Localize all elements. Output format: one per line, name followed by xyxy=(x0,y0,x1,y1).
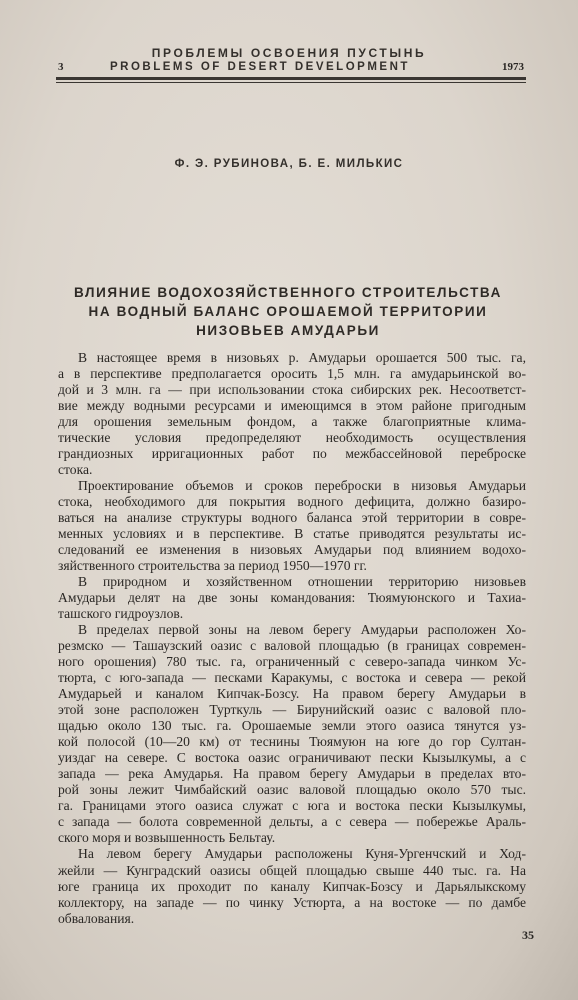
body-line: следований ее изменения в низовьях Амударьи под влиянием водохо- xyxy=(58,542,526,558)
body-line: уиздаг на севере. С востока оазис ограничивают пески Кызылкумы, а с xyxy=(58,750,526,766)
journal-title-russian: ПРОБЛЕМЫ ОСВОЕНИЯ ПУСТЫНЬ xyxy=(151,46,427,60)
body-line: стока. xyxy=(58,462,93,478)
body-line: запада — река Амударья. На правом берегу Амударьи в пределах вто- xyxy=(58,766,526,782)
body-line: В настоящее время в низовьях р. Амударьи орошается 500 тыс. га, xyxy=(78,350,526,365)
body-line: тюрта, с юго-запада — песками Каракумы, с востока и севера — рекой xyxy=(58,670,526,686)
body-line: стока, необходимого для покрытия водного дефицита, должно базиро- xyxy=(58,494,526,510)
title-line: НИЗОВЬЕВ АМУДАРЬИ xyxy=(196,323,380,338)
body-line: менных условиях и в перспективе. В статье приводятся результаты ис- xyxy=(58,526,526,542)
body-line: с запада — болота современной дельты, а с севера — побережье Араль- xyxy=(58,814,526,830)
page-number: 35 xyxy=(522,928,534,942)
body-line: На левом берегу Амударьи расположены Куня-Ургенчский и Ход- xyxy=(78,846,526,862)
body-line: кой полосой (10—20 км) от теснины Тюямуюн на юге до гор Султан- xyxy=(58,734,526,750)
article-authors: Ф. Э. РУБИНОВА, Б. Е. МИЛЬКИС xyxy=(174,158,404,170)
body-line: коллектору, на западе — по чинку Устюрта, а на востоке — по дамбе xyxy=(58,894,526,910)
issue-number: 3 xyxy=(58,61,64,73)
body-line: Амударьей и каналом Кипчак-Бозсу. На правом берегу Амударьи в xyxy=(58,686,526,702)
article-body xyxy=(58,350,526,927)
body-line: Проектирование объемов и сроков переброски в низовья Амударьи xyxy=(78,478,526,494)
body-line: обвалования. xyxy=(58,910,135,926)
title-line: НА ВОДНЫЙ БАЛАНС ОРОШАЕМОЙ ТЕРРИТОРИИ xyxy=(88,304,488,319)
header-rule-thick xyxy=(56,77,526,80)
body-line: юге граница их проходит по каналу Кипчак-Бозсу и Дарьялыкскому xyxy=(58,878,526,894)
body-line: этой зоне расположен Турткуль — Бирунийский оазис с валовой пло- xyxy=(58,702,526,718)
body-line: грандиозных ирригационных работ по межбассейновой переброске xyxy=(58,446,526,462)
body-line: ского моря и возвышенность Бельтау. xyxy=(58,830,276,846)
body-line: га. Границами этого оазиса служат с юга и востока пески Кызылкумы, xyxy=(58,798,526,814)
journal-title-english: PROBLEMS OF DESERT DEVELOPMENT xyxy=(110,61,410,73)
body-line: ваться на анализе структуры водного баланса этой территории в совре- xyxy=(58,510,526,526)
running-head xyxy=(50,46,528,86)
body-line: зяйственного строительства за период 1950—1970 гг. xyxy=(58,558,367,574)
body-line: рой зоны лежит Чимбайский оазис валовой площадью около 570 тыс. xyxy=(58,782,526,798)
body-line: В природном и хозяйственном отношении территорию низовьев xyxy=(78,574,526,590)
body-line: тические условия предопределяют необходимость осуществления xyxy=(58,430,526,446)
body-line: ташского гидроузлов. xyxy=(58,606,184,622)
body-line: вие между водными ресурсами и имеющимся в этом районе пригодным xyxy=(58,398,526,414)
header-rule-thin xyxy=(56,82,526,83)
title-line: ВЛИЯНИЕ ВОДОХОЗЯЙСТВЕННОГО СТРОИТЕЛЬСТВА xyxy=(74,285,502,300)
body-line: дой и 3 млн. га — при использовании стока сибирских рек. Несоответст- xyxy=(58,382,526,398)
body-line: В пределах первой зоны на левом берегу Амударьи расположен Хо- xyxy=(78,622,526,638)
body-line: резмско — Ташаузский оазис с валовой площадью (в границах современ- xyxy=(58,638,526,654)
body-line: жейли — Кунградский оазисы общей площадью свыше 440 тыс. га. На xyxy=(58,862,526,878)
article-title xyxy=(50,283,526,340)
body-line: а в перспективе предполагается оросить 1,5 млн. га амударьинской во- xyxy=(58,366,526,382)
body-line: ного орошения) 780 тыс. га, ограниченный с северо-запада чинком Ус- xyxy=(58,654,526,670)
body-line: для орошения земельным фондом, а также благоприятные клима- xyxy=(58,414,526,430)
body-line: Амударьи делят на две зоны командования: Тюямуюнского и Тахиа- xyxy=(58,590,526,606)
body-line: щадью около 130 тыс. га. Орошаемые земли этого оазиса тянутся уз- xyxy=(58,718,526,734)
issue-year: 1973 xyxy=(502,61,524,73)
